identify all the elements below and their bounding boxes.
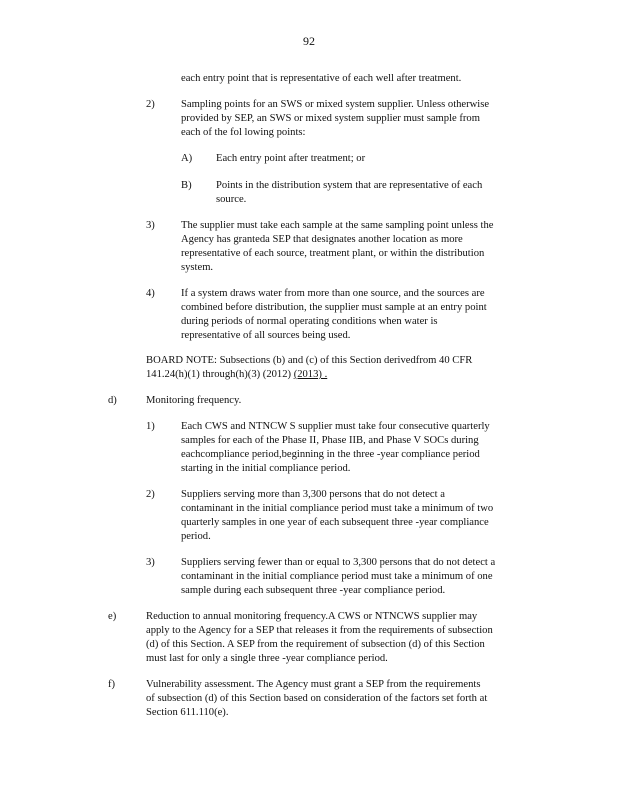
item-line: combined before distribution, the supplier must sample at an entry point [181,302,487,313]
item-line: Suppliers serving fewer than or equal to 3,300 persons that do not detect a [181,557,496,568]
section-line: Section 611.110(e). [146,707,229,718]
intro-line: each entry point that is representative of each well after treatment. [181,73,462,84]
item-line: quarterly samples in one year of each subsequent three -year compliance [181,517,489,528]
item-number: 2) [146,99,155,110]
item-number: 4) [146,288,155,299]
section-line: apply to the Agency for a SEP that releases it from the requirements of subsection [146,625,493,636]
item-number: 2) [146,489,155,500]
item-number: 3) [146,557,155,568]
section-label: f) [108,679,116,690]
item-line: sample during each subsequent three -year compliance period. [181,585,446,596]
item-line: If a system draws water from more than one source, and the sources are [181,288,485,299]
item-line: The supplier must take each sample at the same sampling point unless the [181,220,494,231]
item-number: 1) [146,421,155,432]
page-number: 92 [303,34,315,48]
subitem-line: Points in the distribution system that are representative of each [216,180,483,191]
item-line: provided by SEP, an SWS or mixed system supplier must sample from [181,113,480,124]
item-line: samples for each of the Phase II, Phase IIB, and Phase V SOCs during [181,435,479,446]
section-label: e) [108,611,117,622]
item-line: each of the fol lowing points: [181,127,306,138]
section-title: Monitoring frequency. [146,395,242,406]
item-number: 3) [146,220,155,231]
amendment-underline: (2013) . [293,369,328,380]
board-note-line: BOARD NOTE: Subsections (b) and (c) of this Section derivedfrom 40 CFR [146,355,473,366]
item-line: representative of all sources being used. [181,330,351,341]
section-line: must last for only a single three -year compliance period. [146,653,388,664]
subitem-label: A) [181,153,193,164]
item-line: eachcompliance period,beginning in the three -year compliance period [181,449,480,460]
item-line: period. [181,531,211,542]
section-line: (d) of this Section. A SEP from the requirement of subsection (d) of this Section [146,639,485,650]
subitem-line: Each entry point after treatment; or [216,153,366,164]
section-line: of subsection (d) of this Section based on consideration of the factors set forth at [146,693,488,704]
item-line: contaminant in the initial compliance period must take a minimum of two [181,503,494,514]
board-note-line: 141.24(h)(1) through(h)(3) (2012) (2013) . [146,369,328,380]
item-line: Sampling points for an SWS or mixed system supplier. Unless otherwise [181,99,490,110]
item-line: representative of each source, treatment plant, or within the distribution [181,248,485,259]
item-line: Agency has granteda SEP that designates another location as more [181,234,463,245]
item-line: Suppliers serving more than 3,300 persons that do not detect a [181,489,445,500]
item-line: system. [181,262,214,273]
item-line: starting in the initial compliance period. [181,463,351,474]
subitem-label: B) [181,180,192,191]
item-line: contaminant in the initial compliance period must take a minimum of one [181,571,493,582]
subitem-line: source. [216,194,247,205]
section-line: Reduction to annual monitoring frequency.A CWS or NTNCWS supplier may [146,611,478,622]
section-label: d) [108,395,117,406]
item-line: Each CWS and NTNCW S supplier must take four consecutive quarterly [181,421,490,432]
item-line: during periods of normal operating conditions when water is [181,316,438,327]
section-line: Vulnerability assessment. The Agency must grant a SEP from the requirements [146,679,481,690]
